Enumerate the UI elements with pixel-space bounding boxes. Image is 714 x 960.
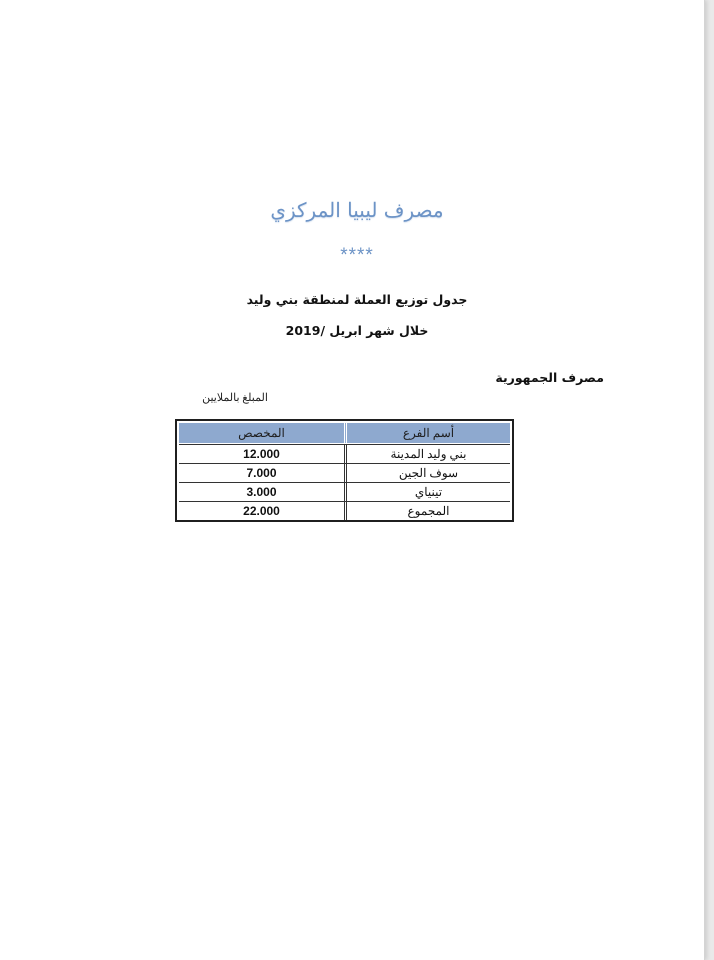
amount-cell: 12.000: [179, 445, 347, 463]
amount-cell: 3.000: [179, 483, 347, 501]
total-amount-cell: 22.000: [179, 502, 347, 520]
table-row: [179, 482, 510, 501]
table-row: [179, 463, 510, 482]
subtitle-line-2: خلال شهر ابريل /2019: [285, 323, 429, 338]
table-row: [179, 444, 510, 463]
bank-name: مصرف الجمهورية: [495, 370, 604, 385]
branch-cell: بني وليد المدينة: [390, 446, 467, 461]
title-stars: ****: [340, 245, 374, 266]
table-total-row: [179, 501, 510, 520]
document-title: مصرف ليبيا المركزي: [270, 198, 444, 222]
branch-cell: سوف الجين: [398, 465, 459, 480]
subtitle-line-1: جدول توزيع العملة لمنطقة بني وليد: [246, 292, 468, 307]
branch-cell: تينياي: [414, 484, 443, 499]
total-label-cell: المجموع: [407, 503, 450, 518]
distribution-table: [175, 419, 514, 522]
header-branch: أسم الفرع: [402, 425, 455, 440]
unit-note: المبلغ بالملايين: [202, 392, 268, 404]
table-header-row: [179, 423, 510, 443]
amount-cell: 7.000: [179, 464, 347, 482]
header-amount: المخصص: [179, 423, 347, 443]
